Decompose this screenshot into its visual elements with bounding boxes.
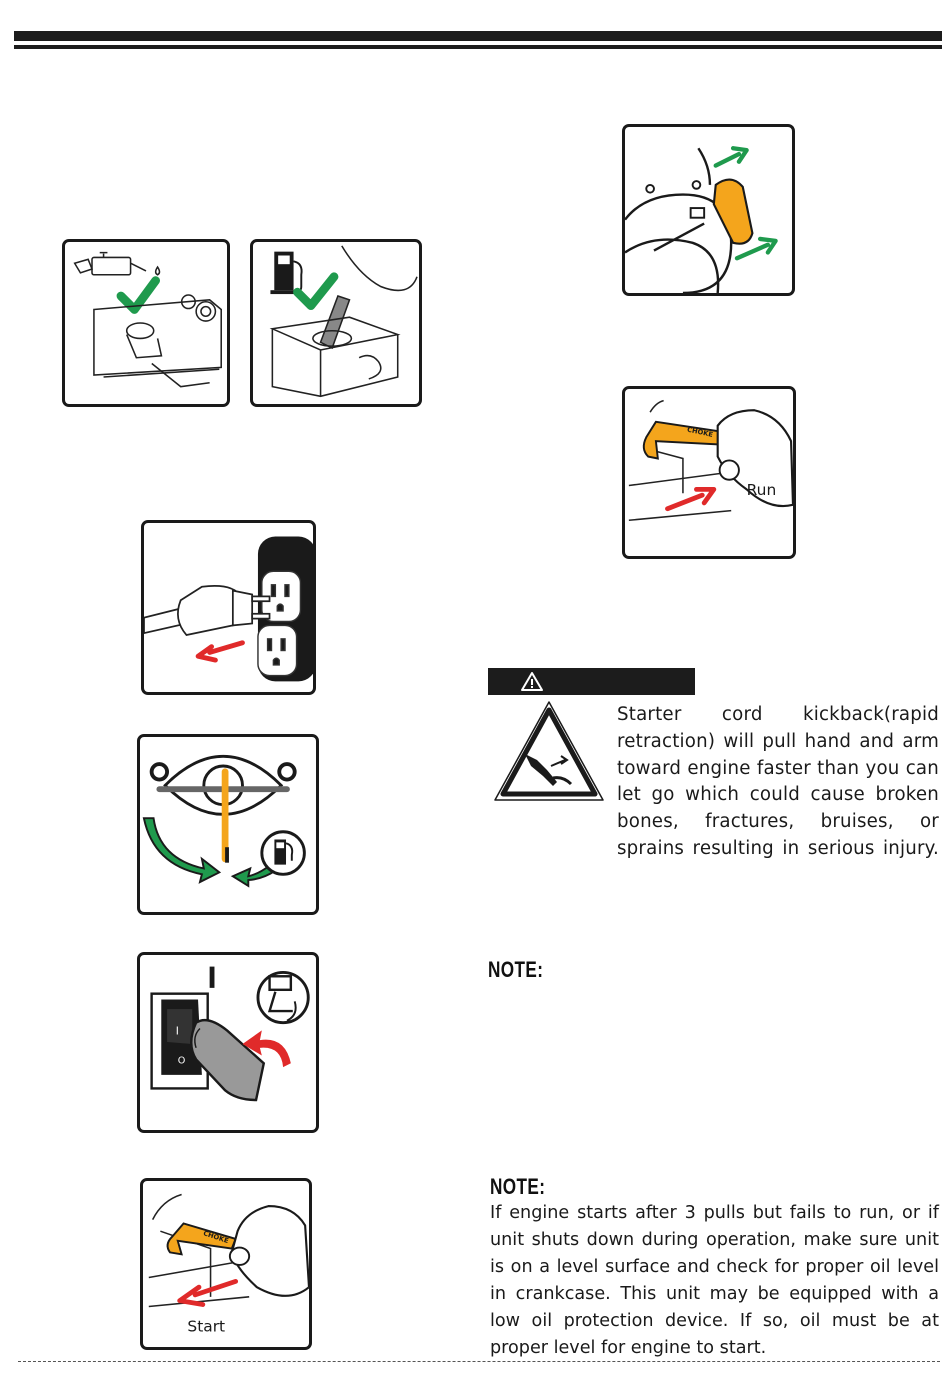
kickback-warning-text: Starter cord kickback(rapid retraction) will pull hand and arm toward engine faster than you can let go which could cause broken bones, fractures, bruises, or sprains resulting in serious injury. bbox=[617, 704, 939, 859]
switch-on-mark: I bbox=[175, 1024, 179, 1038]
fuel-fill-illustration bbox=[250, 239, 422, 407]
warning-header-bar bbox=[488, 668, 695, 695]
oil-check-illustration bbox=[62, 239, 230, 407]
fuel-valve-illustration bbox=[137, 734, 319, 915]
choke-start-label: Start bbox=[187, 1317, 226, 1336]
power-plug bbox=[144, 586, 270, 635]
oil-can-icon bbox=[75, 253, 160, 275]
recoil-handle bbox=[714, 180, 753, 244]
wall-outlet-bottom bbox=[258, 625, 297, 675]
pull-arrow-upper bbox=[716, 148, 747, 165]
engine-start-icon bbox=[258, 972, 308, 1022]
fuel-pump-icon bbox=[262, 832, 305, 875]
pull-arrow bbox=[198, 643, 242, 660]
low-oil-note-text: If engine starts after 3 pulls but fails to run, or if unit shuts down during operation, make sure unit is on a level surface and check for proper oil level in crankcase. This unit may be equipped with a low oil protection device. If so, oil must be at proper level for engine to start. bbox=[490, 1203, 939, 1358]
choke-start-illustration bbox=[140, 1178, 312, 1350]
engine-switch-illustration bbox=[137, 952, 319, 1133]
choke-run-label: Run bbox=[746, 481, 777, 500]
choke-lever-text: CHOKE bbox=[686, 425, 714, 439]
header-rule-thin bbox=[14, 45, 942, 49]
kickback-hazard-icon bbox=[491, 698, 607, 806]
choke-lever-text: CHOKE bbox=[202, 1229, 230, 1246]
unplug-loads-illustration bbox=[141, 520, 316, 695]
note-label: NOTE: bbox=[490, 1174, 546, 1199]
header-rule-thick bbox=[14, 31, 942, 41]
fuel-pump-icon bbox=[270, 252, 301, 294]
turn-arrow-left bbox=[144, 818, 219, 882]
page-footer-divider bbox=[18, 1361, 940, 1362]
recoil-pull-illustration bbox=[622, 124, 795, 296]
switch-off-mark: O bbox=[177, 1055, 186, 1067]
checkmark-icon bbox=[297, 277, 334, 306]
note-label: NOTE: bbox=[488, 957, 544, 982]
choke-run-illustration bbox=[622, 386, 796, 559]
warning-triangle-icon bbox=[520, 671, 544, 692]
push-arrow bbox=[667, 489, 713, 508]
